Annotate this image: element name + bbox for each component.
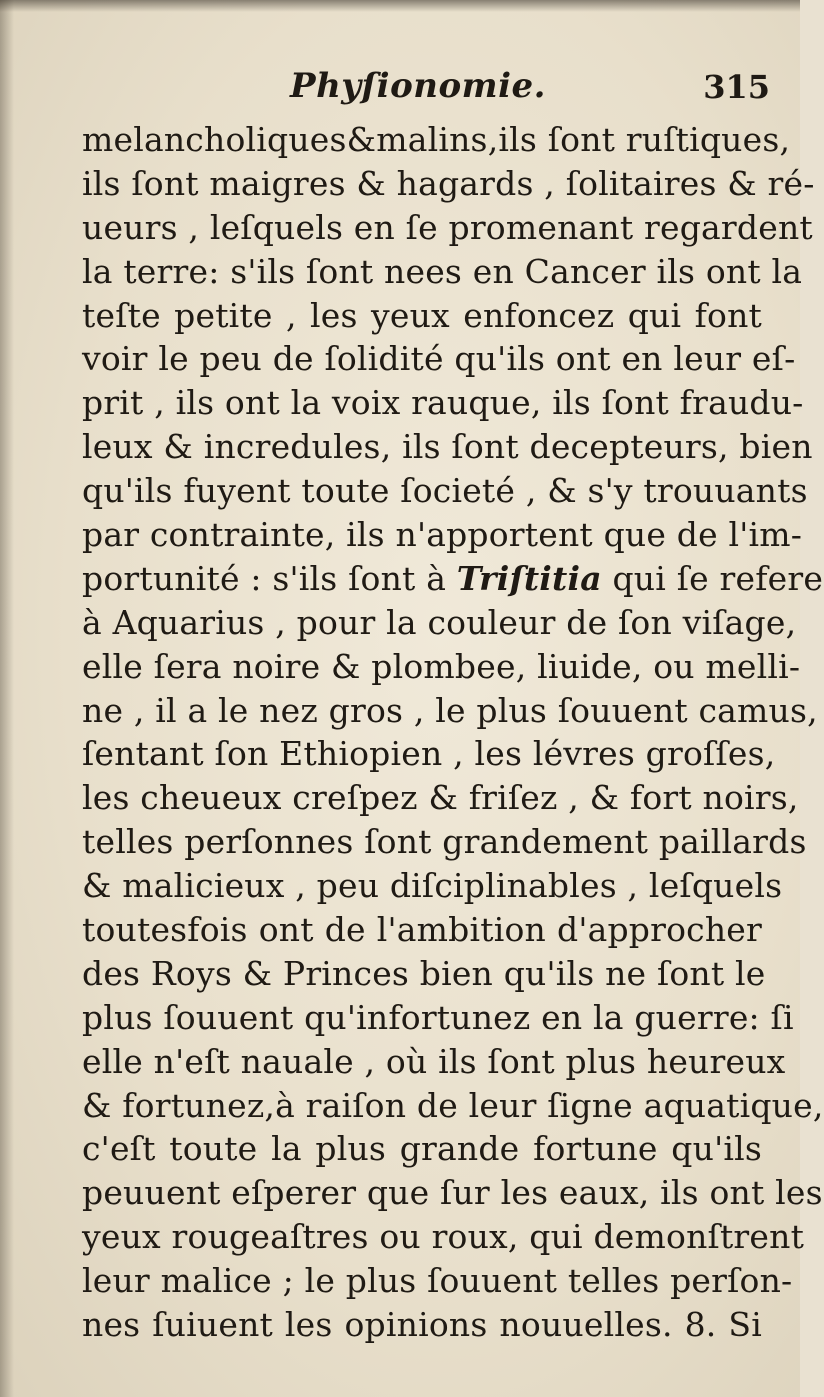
text-line: ne , il a le nez gros , le plus ſouuent camus,: [82, 690, 818, 730]
text-line: ueurs , leſquels en ſe promenant regardent: [82, 207, 813, 247]
text-line: qu'ils fuyent toute ſocieté , & s'y trouuants: [82, 471, 808, 511]
text-line: peuuent eſperer que ſur les eaux, ils ont les: [82, 1173, 823, 1213]
line-start: portunité : s'ils ſont à: [82, 558, 457, 598]
text-line: toutesfois ont de l'ambition d'approcher: [82, 910, 762, 950]
text-line: elle n'eſt nauale , où ils ſont plus heureux: [82, 1041, 786, 1081]
text-line: nes ſuiuent les opinions nouuelles. 8. Si: [82, 1305, 762, 1345]
text-line: c'eſt toute la plus grande fortune qu'ils: [82, 1129, 762, 1169]
body-text: [82, 118, 824, 1347]
text-line: ſentant ſon Ethiopien , les lévres groſſes,: [82, 734, 776, 774]
text-line: des Roys & Princes bien qu'ils ne ſont le: [82, 953, 766, 993]
text-line: & malicieux , peu diſciplinables , leſquels: [82, 866, 783, 906]
text-line: yeux rougeaſtres ou roux, qui demonſtrent: [82, 1217, 805, 1257]
text-line: leur malice ; le plus ſouuent telles perſon-: [82, 1261, 793, 1301]
page-gutter: [0, 0, 14, 1397]
running-title: Phyſionomie.: [290, 66, 547, 106]
text-line: voir le peu de ſolidité qu'ils ont en leur eſ-: [82, 339, 796, 379]
text-line: & fortunez,à raiſon de leur ſigne aquatique,: [82, 1085, 824, 1125]
text-line: ils ſont maigres & hagards , ſolitaires & ré-: [82, 163, 815, 203]
text-line: les cheueux creſpez & friſez , & fort noirs,: [82, 778, 799, 818]
line-end: qui ſe refere: [601, 558, 824, 598]
italic-word: Triſtitia: [456, 558, 602, 598]
text-line: teſte petite , les yeux enfoncez qui font: [82, 295, 762, 335]
text-line: la terre: s'ils ſont nees en Cancer ils ont la: [82, 251, 803, 291]
text-line: melancholiques&malins,ils ſont ruſtiques,: [82, 120, 791, 159]
text-line: leux & incredules, ils ſont decepteurs, bien: [82, 427, 813, 467]
text-line: prit , ils ont la voix rauque, ils ſont fraudu-: [82, 383, 804, 423]
text-line: elle ſera noire & plombee, liuide, ou melli-: [82, 646, 801, 686]
text-line: par contrainte, ils n'apportent que de l'im-: [82, 515, 803, 555]
text-line-with-italic: [82, 557, 824, 601]
page-top-edge: [0, 0, 800, 12]
text-line: plus ſouuent qu'infortunez en la guerre: ſi: [82, 997, 794, 1037]
text-line: à Aquarius , pour la couleur de ſon viſage,: [82, 602, 797, 642]
text-line: telles perſonnes ſont grandement paillards: [82, 822, 807, 862]
page-number: 315: [703, 68, 770, 106]
running-head: [80, 64, 770, 112]
